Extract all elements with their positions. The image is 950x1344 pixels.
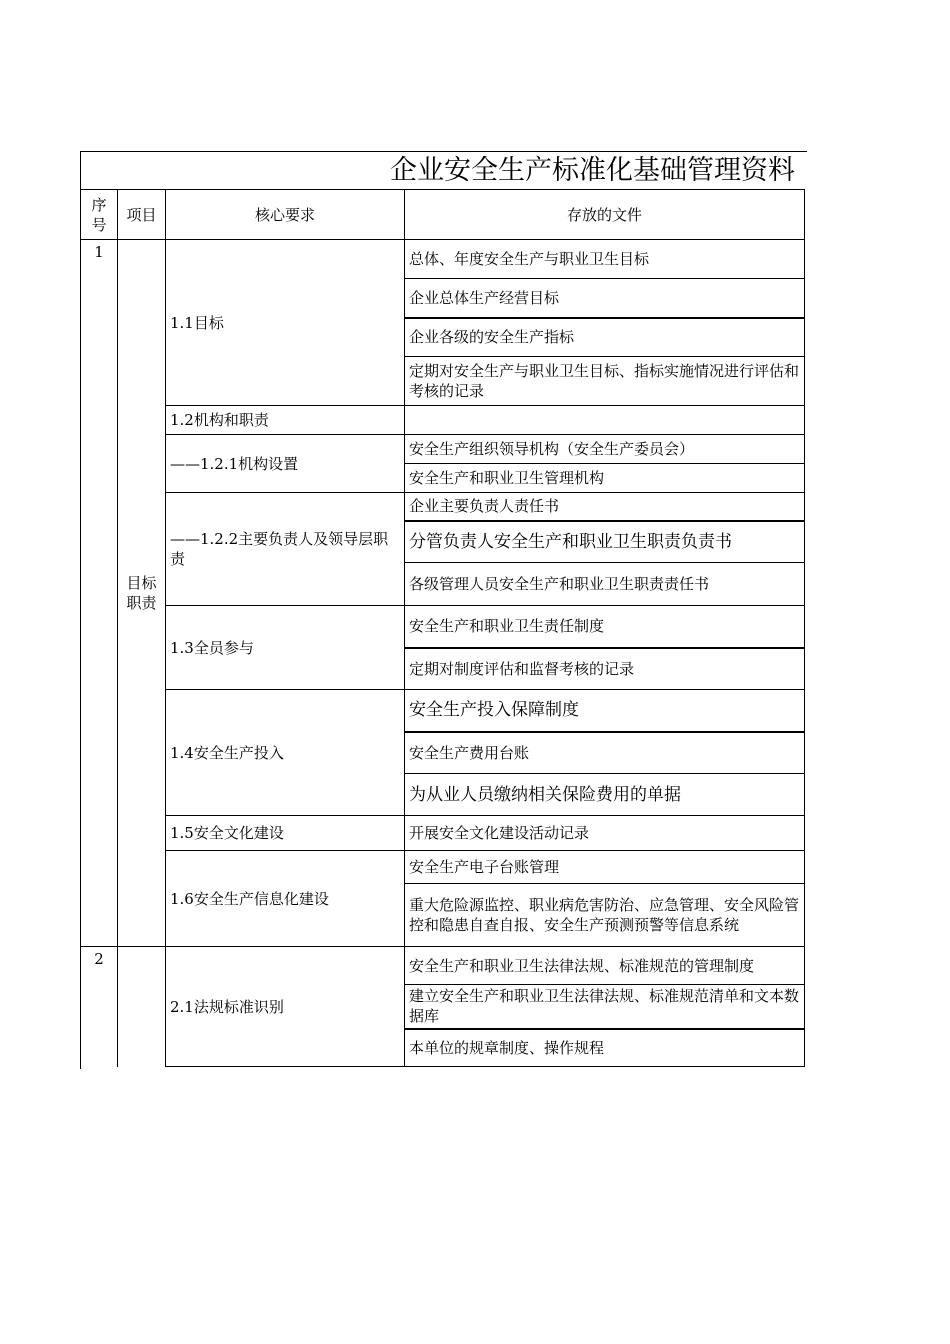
file-cell: 各级管理人员安全生产和职业卫生职责责任书 [405,563,805,606]
file-cell: 为从业人员缴纳相关保险费用的单据 [405,774,805,816]
core-item-1-5: 1.5安全文化建设 [166,816,405,851]
core-item-1-1: 1.1目标 [166,240,405,406]
file-cell: 本单位的规章制度、操作规程 [405,1029,805,1067]
file-cell: 安全生产组织领导机构（安全生产委员会） [405,435,805,464]
table-row [81,240,805,279]
core-item-2-1: 2.1法规标准识别 [166,947,405,1067]
section-2-project [118,947,166,1067]
header-core: 核心要求 [166,190,405,240]
core-item-1-2-2: ——1.2.2主要负责人及领导层职责 [166,493,405,606]
core-item-1-4: 1.4安全生产投入 [166,690,405,816]
file-cell: 安全生产电子台账管理 [405,851,805,884]
file-cell-empty [405,406,805,435]
section-1-seq: 1 [81,240,118,947]
header-row [81,190,805,240]
file-cell: 安全生产投入保障制度 [405,690,805,732]
file-cell: 安全生产和职业卫生法律法规、标准规范的管理制度 [405,947,805,985]
file-cell: 建立安全生产和职业卫生法律法规、标准规范清单和文本数据库 [405,985,805,1029]
file-cell: 企业各级的安全生产指标 [405,318,805,357]
table-row [81,406,805,435]
table-row [81,851,805,884]
file-cell: 分管负责人安全生产和职业卫生职责负责书 [405,521,805,563]
file-cell: 企业主要负责人责任书 [405,493,805,521]
file-cell: 定期对制度评估和监督考核的记录 [405,648,805,690]
spreadsheet-sheet [80,151,807,1069]
section-2-seq: 2 [81,947,118,1067]
table-row [81,690,805,732]
table-row [81,816,805,851]
section-1-project: 目标职责 [118,240,166,947]
file-cell: 开展安全文化建设活动记录 [405,816,805,851]
table-row [81,947,805,985]
table-row [81,493,805,521]
file-cell: 安全生产和职业卫生责任制度 [405,606,805,648]
core-item-1-3: 1.3全员参与 [166,606,405,690]
document-table [80,189,805,1067]
file-cell: 定期对安全生产与职业卫生目标、指标实施情况进行评估和考核的记录 [405,357,805,406]
core-item-1-2-1: ——1.2.1机构设置 [166,435,405,493]
file-cell: 安全生产和职业卫生管理机构 [405,464,805,493]
core-item-1-6: 1.6安全生产信息化建设 [166,851,405,947]
table-row [81,606,805,648]
file-cell: 重大危险源监控、职业病危害防治、应急管理、安全风险管控和隐患自查自报、安全生产预测预警等信息系统 [405,884,805,947]
file-cell: 企业总体生产经营目标 [405,279,805,318]
file-cell: 安全生产费用台账 [405,732,805,774]
header-seq: 序号 [81,190,118,240]
file-cell: 总体、年度安全生产与职业卫生目标 [405,240,805,279]
page-title: 企业安全生产标准化基础管理资料 [390,155,795,186]
header-project: 项目 [118,190,166,240]
header-files: 存放的文件 [405,190,805,240]
core-item-1-2: 1.2机构和职责 [166,406,405,435]
table-row [81,435,805,464]
